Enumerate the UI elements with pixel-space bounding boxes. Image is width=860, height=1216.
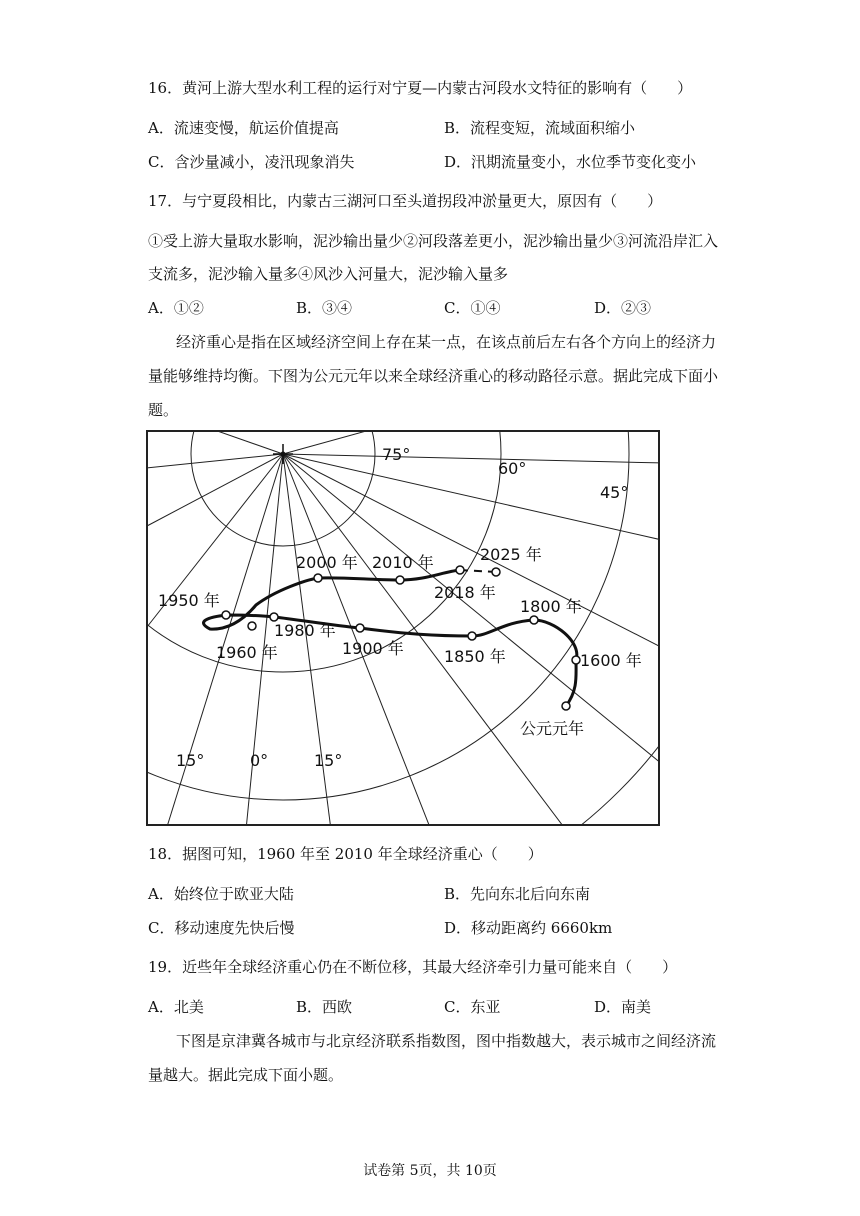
q16-stem: 16．黄河上游大型水利工程的运行对宁夏—内蒙古河段水文特征的影响有（ ） bbox=[148, 79, 693, 97]
path-point-year-2010 bbox=[396, 576, 404, 584]
q17-stem: 17．与宁夏段相比，内蒙古三湖河口至头道拐段冲淤量更大，原因有（ ） bbox=[148, 192, 663, 210]
year-label-1950: 1950 年 bbox=[158, 591, 220, 610]
year-label-1980: 1980 年 bbox=[274, 621, 336, 640]
meridian-line bbox=[146, 454, 283, 590]
q19-option-d: D．南美 bbox=[594, 998, 652, 1016]
q18-option-a: A．始终位于欧亚大陆 bbox=[148, 885, 294, 903]
q18-stem: 18．据图可知，1960 年至 2010 年全球经济重心（ ） bbox=[148, 845, 543, 863]
north-pole-icon bbox=[273, 444, 293, 464]
path-point-year-1900 bbox=[356, 624, 364, 632]
latitude-label-75: 75° bbox=[382, 445, 411, 464]
q17-statement-line2: 支流多，泥沙输入量多④风沙入河量大，泥沙输入量多 bbox=[148, 265, 509, 283]
passage1-line1: 经济重心是指在区域经济空间上存在某一点，在该点前后左右各个方向上的经济力 bbox=[176, 333, 717, 351]
meridian-line bbox=[283, 454, 331, 826]
year-label-1900: 1900 年 bbox=[342, 639, 404, 658]
year-label-2018: 2018 年 bbox=[434, 583, 496, 602]
passage1-line2: 量能够维持均衡。下图为公元元年以来全球经济重心的移动路径示意。据此完成下面小 bbox=[148, 367, 719, 385]
longitude-label-0: 0° bbox=[250, 751, 269, 770]
q17-option-a: A．①② bbox=[148, 299, 204, 317]
q17-option-d: D．②③ bbox=[594, 299, 652, 317]
economic-center-map bbox=[146, 430, 660, 826]
latitude-label-60: 60° bbox=[498, 459, 527, 478]
q19-option-c: C．东亚 bbox=[444, 998, 501, 1016]
path-point-year-1980 bbox=[270, 613, 278, 621]
year-label-ad1: 公元元年 bbox=[520, 719, 585, 738]
q18-option-c: C．移动速度先快后慢 bbox=[148, 919, 295, 937]
path-point-year-1 bbox=[562, 702, 570, 710]
meridian-line bbox=[146, 454, 283, 470]
meridian-line bbox=[283, 454, 660, 464]
year-label-2010: 2010 年 bbox=[372, 553, 434, 572]
path-point-year-1850 bbox=[468, 632, 476, 640]
path-point-year-1950 bbox=[222, 611, 230, 619]
q16-option-a: A．流速变慢，航运价值提高 bbox=[148, 119, 339, 137]
page-footer: 试卷第 5页，共 10页 bbox=[363, 1163, 497, 1179]
path-point-year-2018 bbox=[456, 566, 464, 574]
year-label-2025: 2025 年 bbox=[480, 545, 542, 564]
q16-option-b: B．流程变短，流域面积缩小 bbox=[444, 119, 636, 137]
q17-option-b: B．③④ bbox=[296, 299, 353, 317]
path-point-year-1800 bbox=[530, 616, 538, 624]
passage2-line1: 下图是京津冀各城市与北京经济联系指数图，图中指数越大，表示城市之间经济流 bbox=[176, 1032, 717, 1050]
year-label-2000: 2000 年 bbox=[296, 553, 358, 572]
meridian-line bbox=[166, 454, 283, 826]
q17-statement-line1: ①受上游大量取水影响，泥沙输出量少②河段落差更小，泥沙输出量少③河流沿岸汇入 bbox=[148, 232, 719, 250]
passage2-line2: 量越大。据此完成下面小题。 bbox=[148, 1066, 344, 1084]
path-point-year-2025 bbox=[492, 568, 500, 576]
year-label-1960: 1960 年 bbox=[216, 643, 278, 662]
q19-option-a: A．北美 bbox=[148, 998, 204, 1016]
longitude-label-15e: 15° bbox=[314, 751, 343, 770]
meridian-line bbox=[186, 430, 283, 454]
passage1-line3: 题。 bbox=[148, 401, 179, 419]
path-point-year-2000 bbox=[314, 574, 322, 582]
q16-option-d: D．汛期流量变小，水位季节变化变小 bbox=[444, 153, 697, 171]
q18-option-b: B．先向东北后向东南 bbox=[444, 885, 591, 903]
latitude-label-45: 45° bbox=[600, 483, 629, 502]
year-label-1600: 1600 年 bbox=[580, 651, 642, 670]
economic-center-path bbox=[204, 570, 577, 706]
q18-option-d: D．移动距离约 6660km bbox=[444, 919, 613, 937]
q17-option-c: C．①④ bbox=[444, 299, 501, 317]
meridian-line bbox=[246, 454, 283, 826]
meridian-line bbox=[283, 454, 660, 550]
path-point-year-1960 bbox=[248, 622, 256, 630]
path-point-year-1600 bbox=[572, 656, 580, 664]
q19-option-b: B．西欧 bbox=[296, 998, 353, 1016]
year-label-1850: 1850 年 bbox=[444, 647, 506, 666]
longitude-label-15w: 15° bbox=[176, 751, 205, 770]
q19-stem: 19．近些年全球经济重心仍在不断位移，其最大经济牵引力量可能来自（ ） bbox=[148, 958, 678, 976]
q16-option-c: C．含沙量减小，凌汛现象消失 bbox=[148, 153, 355, 171]
economic-center-path-forecast bbox=[460, 570, 496, 572]
year-label-1800: 1800 年 bbox=[520, 597, 582, 616]
